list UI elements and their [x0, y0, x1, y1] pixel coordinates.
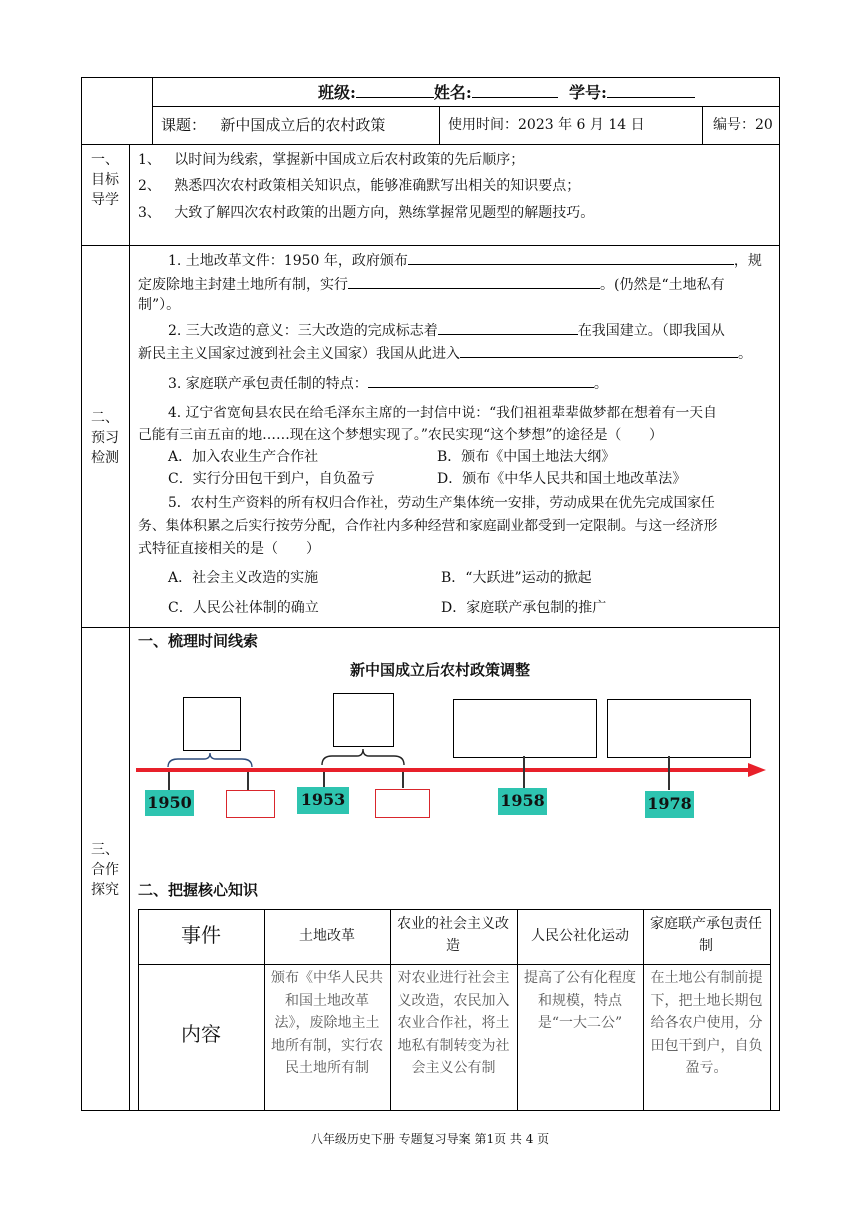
q3-text: 3. 家庭联产承包责任制的特点：	[168, 376, 368, 392]
class-label: 班级:	[318, 83, 356, 102]
class-blank[interactable]	[356, 82, 434, 98]
q3-blank[interactable]	[368, 372, 594, 388]
question-4-option[interactable]: B．颁布《中国土地法大纲》	[437, 449, 616, 465]
kt-line	[770, 909, 771, 1110]
label-line: 检测	[91, 450, 119, 466]
page-footer: 八年级历史下册 专题复习导案 第1页 共 4 页	[310, 1132, 550, 1146]
label-line: 三、	[91, 842, 119, 858]
question-4-line-1: 4. 辽宁省宽甸县农民在给毛泽东主席的一封信中说：“我们祖祖辈辈做梦都在想着有一天自	[168, 405, 717, 421]
question-5-option[interactable]: A．社会主义改造的实施	[168, 570, 319, 586]
knowledge-table	[138, 909, 770, 1110]
q2-text: 新民主主义国家过渡到社会主义国家）我国从此进入	[138, 346, 460, 362]
q1-text: 定废除地主封建土地所有制，实行	[138, 277, 348, 293]
kt-line	[138, 909, 771, 910]
q3-text: 。	[593, 376, 608, 392]
topic-prefix: 课题：	[161, 116, 207, 134]
kt-cell: 在土地公有制前提下，把土地长期包给各农户使用，分田包干到户，自负盈亏。	[650, 970, 763, 1076]
usage-date: 使用时间：2023 年 6 月 14 日	[448, 117, 645, 133]
kt-cell: 提高了公有化程度和规模，特点是“一大二公”	[524, 970, 636, 1031]
table-border-right	[779, 77, 780, 1111]
table-border-left	[81, 77, 82, 1111]
q2-blank-2[interactable]	[460, 342, 738, 358]
q2-text: 2. 三大改造的意义：三大改造的完成标志着	[168, 323, 438, 339]
row-divider	[81, 627, 780, 628]
timeline-arrow-icon	[136, 762, 768, 778]
col-divider	[702, 106, 703, 144]
q1-text: 。(仍然是“土地私有	[600, 277, 725, 293]
timeline-answer-box[interactable]	[453, 699, 597, 758]
label-line: 二、	[91, 410, 119, 426]
year-label-1950: 1950	[145, 790, 194, 816]
q1-blank-2[interactable]	[348, 273, 600, 289]
timeline-answer-box[interactable]	[333, 693, 394, 747]
goal-text: 大致了解四次农村政策的出题方向，熟练掌握常见题型的解题技巧。	[174, 205, 595, 221]
question-4-line-2: 己能有三亩五亩的地……现在这个梦想实现了。”农民实现“这个梦想”的途径是（ ）	[138, 427, 663, 443]
question-2-line-1	[168, 319, 725, 340]
row-divider	[152, 106, 780, 107]
col-divider	[152, 77, 153, 144]
kt-header: 家庭联产承包责任制	[650, 916, 762, 954]
timeline-answer-box[interactable]	[183, 697, 241, 751]
timeline-tick	[247, 772, 249, 790]
question-5-option[interactable]: B．“大跃进”运动的掀起	[441, 570, 592, 586]
label-line: 预习	[91, 430, 119, 446]
q2-text: 在我国建立。（即我国从	[577, 323, 725, 339]
explore-section-label	[82, 840, 128, 900]
year-label-1953: 1953	[297, 787, 349, 814]
col-divider	[129, 144, 130, 1110]
table-border-top	[81, 77, 780, 78]
goals-section-label	[82, 150, 128, 210]
id-label: 学号:	[568, 83, 607, 102]
goal-num: 2、	[138, 178, 161, 194]
question-5-option[interactable]: C．人民公社体制的确立	[168, 600, 319, 616]
goal-item	[138, 151, 524, 169]
subheading-core-knowledge: 二、把握核心知识	[138, 881, 259, 899]
id-blank[interactable]	[607, 82, 695, 98]
q2-text: 。	[738, 346, 752, 362]
kt-cell: 颁布《中华人民共和国土地改革法》，废除地主土地所有制，实行农民土地所有制	[271, 970, 383, 1076]
preview-section-label	[82, 408, 128, 468]
col-divider	[439, 106, 440, 144]
label-line: 探究	[91, 882, 119, 898]
kt-header: 土地改革	[299, 928, 355, 944]
kt-cell: 对农业进行社会主义改造，农民加入农业合作社，将土地私有制转变为社会主义公有制	[397, 970, 510, 1076]
subheading-timeline: 一、梳理时间线索	[138, 632, 259, 650]
question-2-line-2	[138, 342, 752, 363]
q1-blank-1[interactable]	[408, 249, 734, 265]
question-1-line-2	[138, 273, 725, 294]
topic-title: 新中国成立后的农村政策	[220, 116, 386, 134]
name-blank[interactable]	[472, 82, 558, 98]
goal-item	[138, 204, 594, 222]
goal-item	[138, 177, 580, 195]
kt-line	[390, 909, 391, 1110]
kt-line	[643, 909, 644, 1110]
timeline-answer-box-red[interactable]	[226, 790, 275, 818]
timeline-answer-box[interactable]	[607, 699, 751, 758]
label-line: 导学	[91, 192, 119, 208]
goal-text: 以时间为线索，掌握新中国成立后农村政策的先后顺序；	[174, 152, 525, 168]
row-divider	[81, 245, 780, 246]
topic-line	[161, 116, 385, 134]
q1-text: ，规	[733, 253, 762, 269]
kt-header-event: 事件	[181, 923, 221, 947]
timeline-answer-box-red[interactable]	[375, 789, 430, 818]
q1-text: 1. 土地改革文件：1950 年，政府颁布	[168, 253, 408, 269]
label-line: 目标	[91, 172, 119, 188]
timeline-tick	[668, 756, 670, 790]
year-label-1958: 1958	[498, 788, 547, 815]
timeline-tick	[168, 772, 170, 790]
year-label-1978: 1978	[645, 791, 694, 818]
q2-blank-1[interactable]	[438, 319, 578, 335]
timeline-title: 新中国成立后农村政策调整	[350, 661, 531, 679]
question-5-line-2: 务、集体积累之后实行按劳分配，合作社内多种经营和家庭副业都受到一定限制。与这一经济形	[138, 518, 718, 534]
row-divider	[81, 144, 780, 145]
timeline-tick	[402, 772, 404, 788]
question-4-option[interactable]: A．加入农业生产合作社	[168, 449, 319, 465]
name-label: 姓名:	[433, 83, 472, 102]
kt-header: 人民公社化运动	[531, 928, 629, 944]
kt-line	[138, 964, 771, 965]
header-info-line	[318, 82, 695, 103]
table-border-bottom	[81, 1110, 780, 1111]
goal-num: 1、	[138, 152, 161, 168]
kt-row-label: 内容	[181, 1022, 221, 1046]
goal-text: 熟悉四次农村政策相关知识点，能够准确默写出相关的知识要点；	[174, 178, 581, 194]
kt-header: 农业的社会主义改造	[397, 916, 509, 954]
timeline-tick	[323, 772, 325, 788]
doc-number: 编号：20	[713, 117, 773, 133]
label-line: 一、	[91, 152, 119, 168]
label-line: 合作	[91, 862, 119, 878]
question-3	[168, 372, 608, 393]
question-1-line-3: 制”）。	[138, 297, 181, 313]
question-5-option[interactable]: D．家庭联产承包制的推广	[441, 600, 607, 616]
timeline-tick	[523, 756, 525, 788]
question-1-line-1	[168, 249, 762, 270]
question-4-option[interactable]: D．颁布《中华人民共和国土地改革法》	[437, 471, 687, 487]
question-5-line-1: 5．农村生产资料的所有权归合作社，劳动生产集体统一安排，劳动成果在优先完成国家任	[168, 495, 715, 511]
goal-num: 3、	[138, 205, 161, 221]
question-5-line-3: 式特征直接相关的是（ ）	[138, 541, 320, 557]
question-4-option[interactable]: C．实行分田包干到户，自负盈亏	[168, 471, 375, 487]
